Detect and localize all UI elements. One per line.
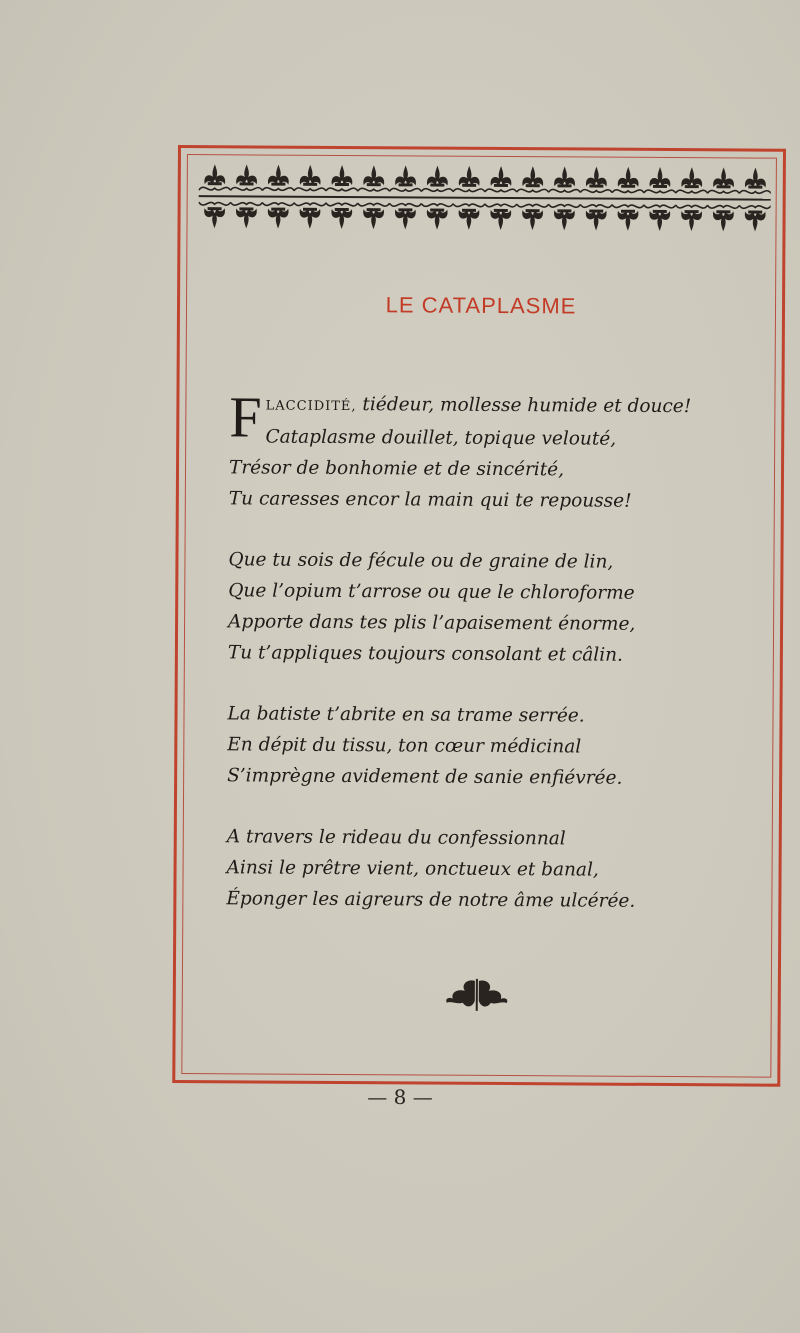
fleur-de-lis-icon — [294, 203, 326, 229]
poem-line: En dépit du tissu, ton cœur médicinal — [227, 734, 582, 758]
fleur-de-lis-icon — [357, 203, 389, 229]
fleur-de-lis-icon — [739, 205, 771, 231]
stanza-1 — [228, 384, 750, 517]
fleur-de-lis-icon — [739, 167, 771, 193]
fleur-de-lis-icon — [231, 164, 263, 190]
fleur-de-lis-icon — [644, 167, 676, 193]
fleur-de-lis-icon — [707, 205, 739, 231]
fleur-de-lis-border-top-icon — [199, 160, 771, 197]
poem-line: Trésor de bonhomie et de sincérité, — [228, 457, 565, 481]
poem-line: Cataplasme douillet, topique velouté, — [265, 426, 617, 450]
fleur-de-lis-icon — [485, 166, 517, 192]
stanza-3 — [227, 698, 748, 794]
fleur-de-lis-icon — [294, 165, 326, 191]
fleur-de-lis-border-bottom-icon — [198, 198, 770, 235]
poem-line: Tu caresses encor la main qui te repousse! — [228, 488, 632, 512]
poem-line: Tu t’appliques toujours consolant et câlin. — [227, 642, 624, 666]
fleur-de-lis-icon — [198, 202, 230, 228]
fleur-de-lis-icon — [548, 204, 580, 230]
fleur-de-lis-icon — [262, 203, 294, 229]
poem-line: La batiste t’abrite en sa trame serrée. — [227, 703, 585, 727]
drop-capital: F — [229, 384, 262, 450]
fleur-de-lis-icon — [644, 205, 676, 231]
poem-line: Apporte dans tes plis l’apaisement énorme, — [228, 611, 636, 635]
smallcaps-opening: LACCIDITÉ, — [265, 398, 357, 415]
poem-line: Que tu sois de fécule ou de graine de lin, — [228, 549, 614, 573]
red-page-frame — [172, 145, 786, 1087]
fleur-de-lis-icon — [326, 203, 358, 229]
fleur-de-lis-icon — [262, 165, 294, 191]
poem-line: Ainsi le prêtre vient, onctueux et banal, — [226, 857, 599, 881]
poem-line: A travers le rideau du confessionnal — [226, 826, 566, 850]
fleur-de-lis-icon — [326, 165, 358, 191]
fleuron-icon — [176, 973, 778, 1021]
fleur-de-lis-icon — [421, 165, 453, 191]
fleur-de-lis-icon — [389, 203, 421, 229]
poem-line: Éponger les aigreurs de notre âme ulcérée. — [226, 888, 636, 912]
fleur-de-lis-icon — [708, 167, 740, 193]
fleur-de-lis-icon — [390, 165, 422, 191]
fleur-de-lis-icon — [485, 204, 517, 230]
fleur-de-lis-icon — [549, 166, 581, 192]
fleur-de-lis-icon — [676, 167, 708, 193]
fleur-de-lis-icon — [453, 204, 485, 230]
poem-line: S’imprègne avidement de sanie enfiévrée. — [227, 765, 623, 789]
fleur-de-lis-icon — [580, 166, 612, 192]
fleur-de-lis-icon — [230, 202, 262, 228]
poem-line: tiédeur, mollesse humide et douce! — [356, 394, 692, 418]
stanza-2 — [228, 544, 749, 671]
stanza-4 — [226, 821, 747, 917]
fleur-de-lis-icon — [612, 167, 644, 193]
page-number: — 8 — — [367, 1085, 433, 1109]
fleur-de-lis-icon — [421, 203, 453, 229]
fleur-de-lis-icon — [675, 205, 707, 231]
poem-title: LE CATAPLASME — [385, 292, 577, 319]
fleur-de-lis-icon — [453, 166, 485, 192]
poem-body — [226, 384, 749, 947]
fleur-de-lis-icon — [612, 205, 644, 231]
fleur-de-lis-icon — [358, 165, 390, 191]
fleur-de-lis-icon — [580, 204, 612, 230]
fleur-de-lis-icon — [516, 204, 548, 230]
fleur-de-lis-icon — [517, 166, 549, 192]
poem-line: Que l’opium t’arrose ou que le chloroforme — [228, 580, 635, 604]
fleur-de-lis-icon — [199, 164, 231, 190]
